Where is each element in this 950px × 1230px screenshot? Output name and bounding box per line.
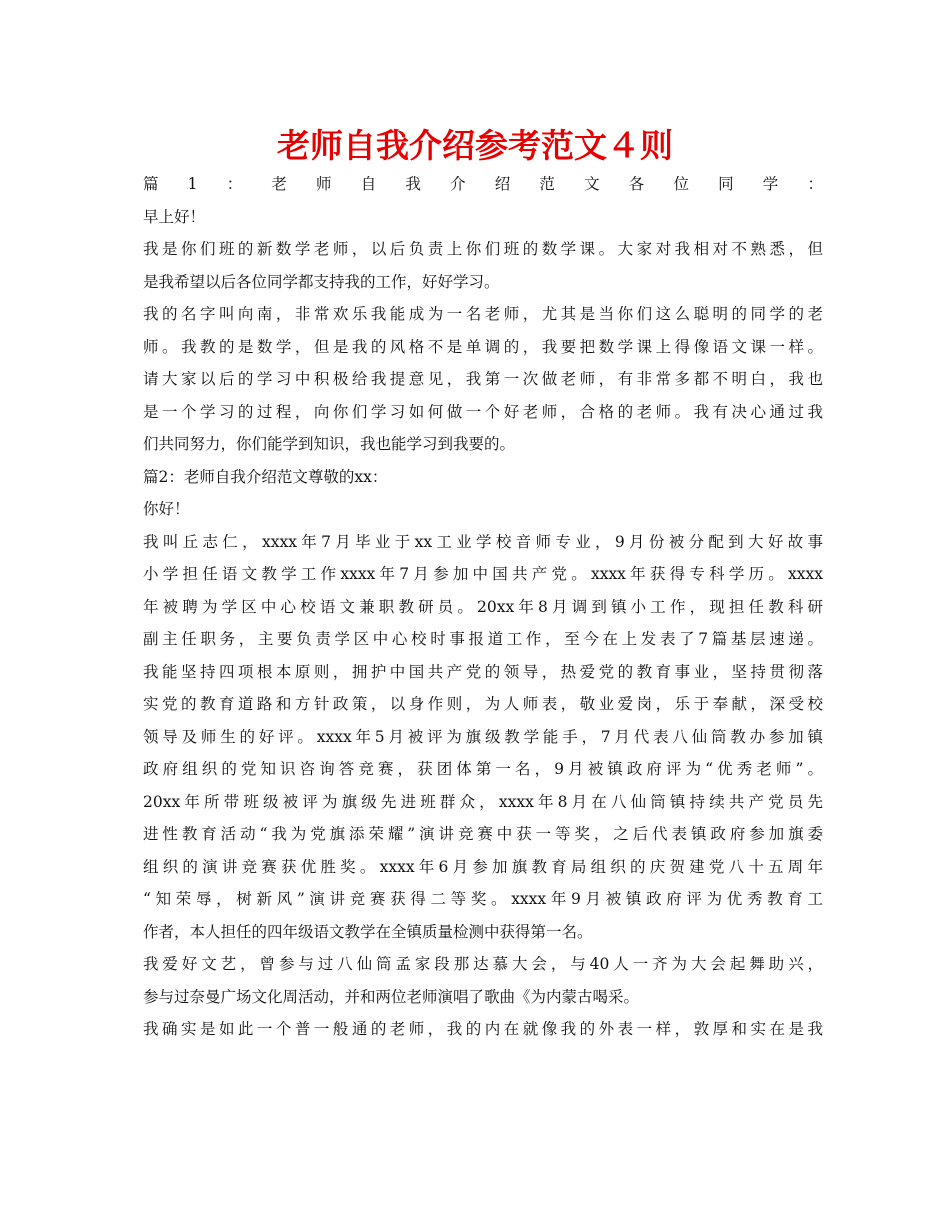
text-line: 20xx年所带班级被评为旗级先进班群众，xxxx年8月在八仙筒镇持续共产党员先 xyxy=(143,792,823,811)
text-line: 我能坚持四项根本原则，拥护中国共产党的领导，热爱党的教育事业，坚持贯彻落 xyxy=(143,662,823,681)
text-line: 师。我教的是数学，但是我的风格不是单调的，我要把数学课上得像语文课一样。 xyxy=(143,337,823,356)
text-line: 作者，本人担任的四年级语文教学在全镇质量检测中获得第一名。 xyxy=(143,922,593,941)
text-line: 进性教育活动“我为党旗添荣耀”演讲竞赛中获一等奖，之后代表镇政府参加旗委 xyxy=(143,825,823,843)
text-line: 篇2：老师自我介绍范文尊敬的xx： xyxy=(143,467,388,486)
text-line: “知荣辱，树新风”演讲竞赛获得二等奖。xxxx年9月被镇政府评为优秀教育工 xyxy=(143,890,823,908)
text-line: 请大家以后的学习中积极给我提意见，我第一次做老师，有非常多都不明白，我也 xyxy=(143,370,823,388)
text-line: 我的名字叫向南，非常欢乐我能成为一名老师，尤其是当你们这么聪明的同学的老 xyxy=(143,305,823,323)
text-line: 是一个学习的过程，向你们学习如何做一个好老师，合格的老师。我有决心通过我 xyxy=(143,402,823,421)
text-line: 参与过奈曼广场文化周活动，并和两位老师演唱了歌曲《为内蒙古喝采。 xyxy=(143,987,640,1006)
text-line: 组织的演讲竞赛获优胜奖。xxxx年6月参加旗教育局组织的庆贺建党八十五周年 xyxy=(143,857,823,876)
text-line: 我确实是如此一个普一般通的老师，我的内在就像我的外表一样，敦厚和实在是我 xyxy=(143,1020,823,1038)
text-line: 领导及师生的好评。xxxx年5月被评为旗级教学能手，7月代表八仙筒教办参加镇 xyxy=(143,727,823,746)
text-line: 们共同努力，你们能学到知识，我也能学习到我要的。 xyxy=(143,435,516,453)
text-line: 我是你们班的新数学老师，以后负责上你们班的数学课。大家对我相对不熟悉，但 xyxy=(143,240,823,258)
text-line: 我叫丘志仁，xxxx年7月毕业于xx工业学校音师专业，9月份被分配到大好故事 xyxy=(143,532,823,551)
text-line: 实党的教育道路和方针政策，以身作则，为人师表，敬业爱岗，乐于奉献，深受校 xyxy=(143,695,823,713)
text-line: 篇1：老师自我介绍范文各位同学： xyxy=(143,175,823,193)
text-line: 你好！ xyxy=(143,500,190,518)
text-line: 年被聘为学区中心校语文兼职教研员。20xx年8月调到镇小工作，现担任教科研 xyxy=(143,597,823,616)
document-body xyxy=(143,168,823,1046)
text-line: 小学担任语文教学工作xxxx年7月参加中国共产党。xxxx年获得专科学历。xxxx xyxy=(143,565,823,583)
text-line: 政府组织的党知识咨询答竞赛，获团体第一名，9月被镇政府评为“优秀老师”。 xyxy=(143,760,823,778)
text-line: 我爱好文艺，曾参与过八仙筒孟家段那达慕大会，与40人一齐为大会起舞助兴， xyxy=(143,955,823,973)
text-line: 早上好！ xyxy=(143,207,206,226)
text-line: 是我希望以后各位同学都支持我的工作，好好学习。 xyxy=(143,272,500,291)
document-title: 老师自我介绍参考范文４则 xyxy=(277,126,673,165)
text-line: 副主任职务，主要负责学区中心校时事报道工作，至今在上发表了7篇基层速递。 xyxy=(143,630,823,648)
